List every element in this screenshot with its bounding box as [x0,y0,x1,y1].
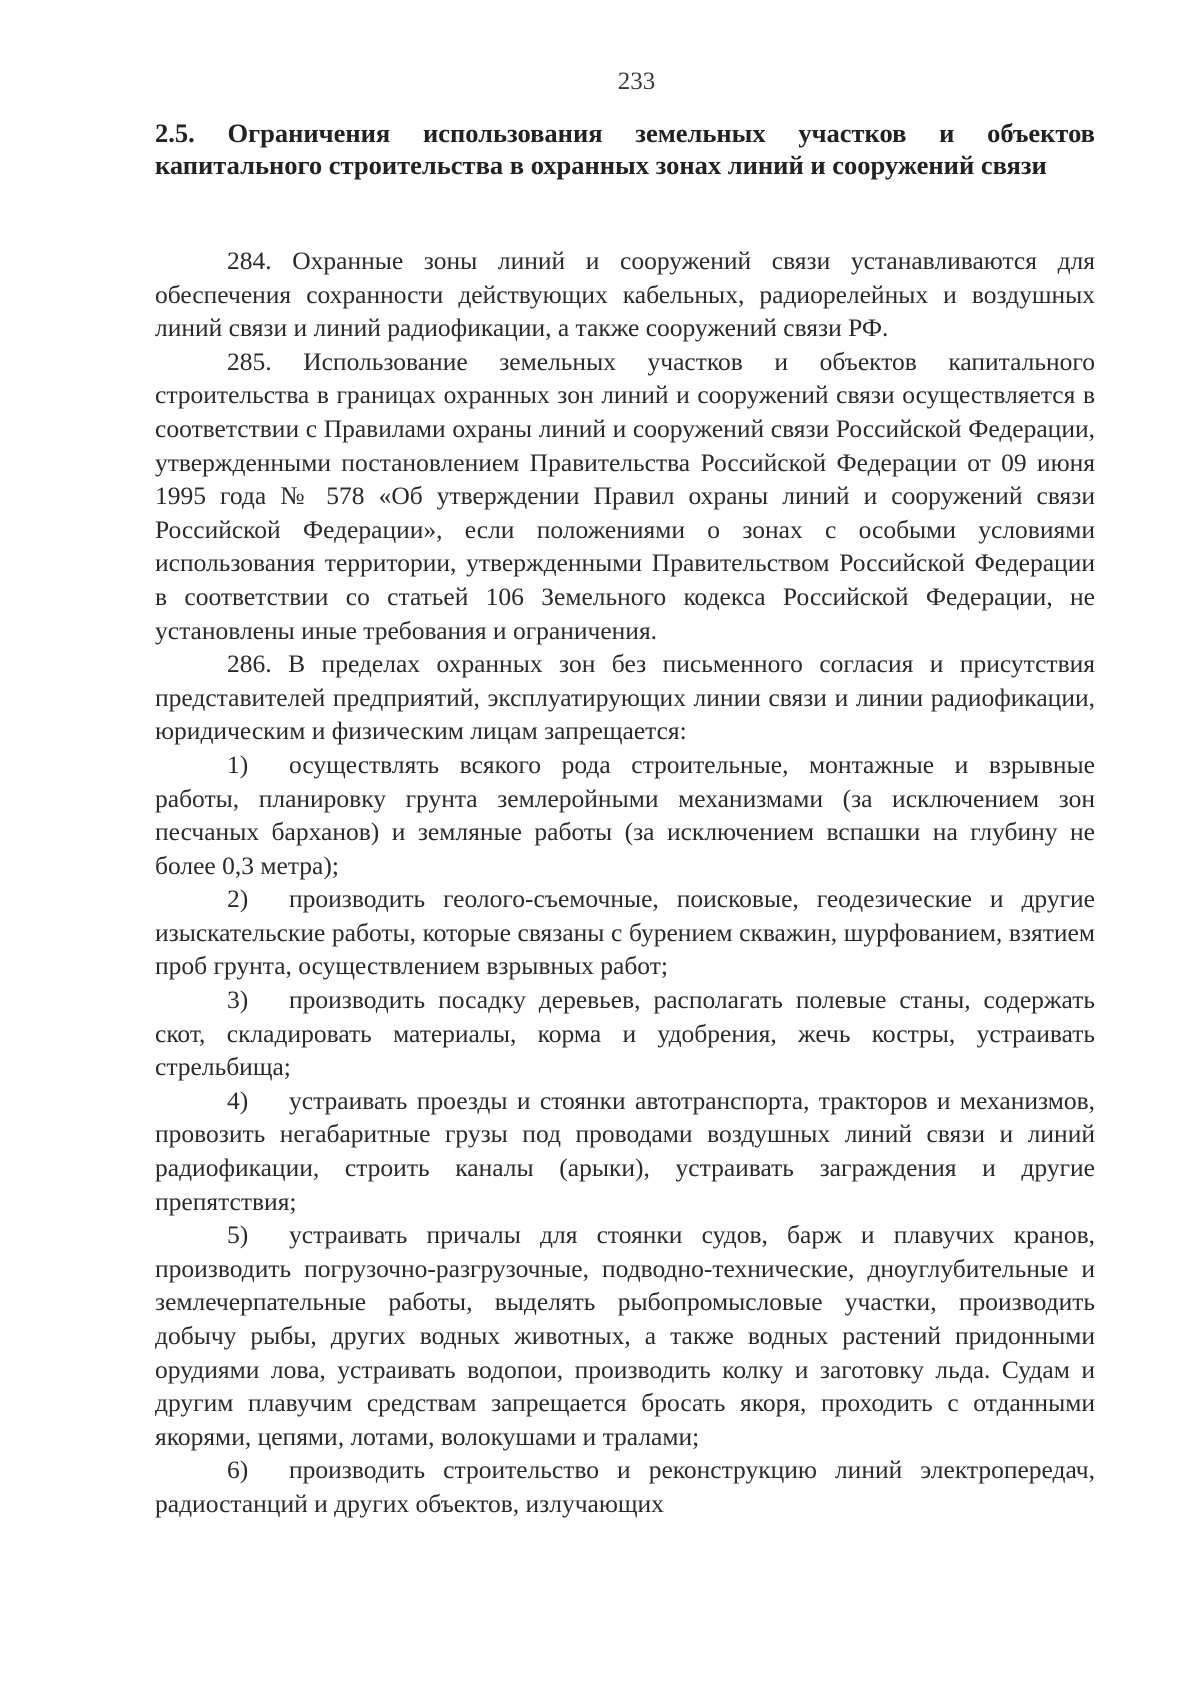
list-item-number: 1) [227,749,249,779]
list-item-2 [155,882,1095,983]
paragraph-285: 285. Использование земельных участков и объектов капитального строительства в границах охранных зон линий и сооружений связи осуществляется в соответствии с Правилами охраны линий и сооружений связи Российской Федерации, утвержденными постановлением Правительства Российской Федерации от 09 июня 1995 года № 578 «Об утверждении Правил охраны линий и сооружений связи Российской Федерации», если положениями о зонах с особыми условиями использования территории, утвержденными Правительством Российской Федерации в соответствии со статьей 106 Земельного кодекса Российской Федерации, не установлены иные требования и ограничения. [155,346,1095,645]
list-item-text: устраивать причалы для стоянки судов, барж и плавучих кранов, производить погрузочно-разгрузочные, подводно-технические, дноуглубительные и землечерпательные работы, выделять рыбопромысловые участки, производить добычу рыбы, других водных животных, а также водных растений придонными орудиями лова, устраивать водопои, производить колку и заготовку льда. Судам и другим плавучим средствам запрещается бросать якоря, проходить с отданными якорями, цепями, лотами, волокушами и тралами; [155,1220,1095,1451]
list-item-number: 6) [227,1455,249,1485]
list-item-3 [155,983,1095,1084]
list-item-5 [155,1218,1095,1453]
list-item-number: 5) [227,1220,249,1250]
list-item-4 [155,1084,1095,1218]
list-item-number: 3) [227,985,249,1015]
section-heading: 2.5. Ограничения использования земельных участков и объектов капитального строительства в охранных зонах линий и сооружений связи [155,118,1095,180]
document-body [155,244,1095,1521]
paragraph-284: 284. Охранные зоны линий и сооружений связи устанавливаются для обеспечения сохранности действующих кабельных, радиорелейных и воздушных линий связи и линий радиофикации, а также сооружений связи РФ. [155,246,1095,343]
page-number: 233 [617,68,656,95]
list-item-6 [155,1453,1095,1520]
list-item-text: производить строительство и реконструкцию линий электропередач, радиостанций и других объектов, излучающих [155,1455,1095,1518]
list-item-text: производить посадку деревьев, располагать полевые станы, содержать скот, складировать материалы, корма и удобрения, жечь костры, устраивать стрельбища; [155,985,1095,1082]
paragraph-286: 286. В пределах охранных зон без письменного согласия и присутствия представителей предприятий, эксплуатирующих линии связи и линии радиофикации, юридическим и физическим лицам запрещается: [155,649,1095,746]
list-item-number: 4) [227,1085,249,1115]
list-item-text: производить геолого-съемочные, поисковые, геодезические и другие изыскательские работы, которые связаны с бурением скважин, шурфованием, взятием проб грунта, осуществлением взрывных работ; [155,884,1095,981]
list-item-text: устраивать проезды и стоянки автотранспорта, тракторов и механизмов, провозить негабаритные грузы под проводами воздушных линий связи и линий радиофикации, строить каналы (арыки), устраивать заграждения и другие препятствия; [155,1085,1095,1216]
list-item-1 [155,748,1095,882]
list-item-number: 2) [227,884,249,914]
list-item-text: осуществлять всякого рода строительные, монтажные и взрывные работы, планировку грунта землеройными механизмами (за исключением зон песчаных барханов) и земляные работы (за исключением вспашки на глубину не более 0,3 метра); [155,749,1095,880]
